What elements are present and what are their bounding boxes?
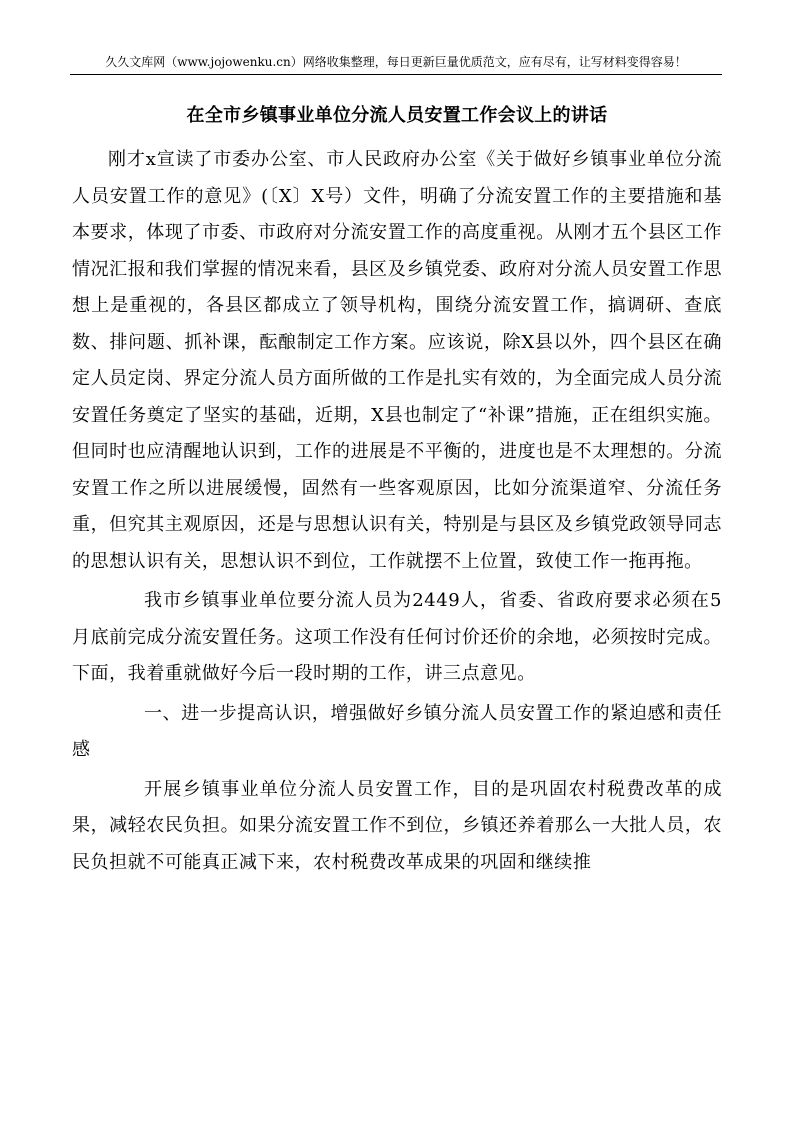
document-body (72, 142, 722, 881)
paragraph-2: 我市乡镇事业单位要分流人员为2449人，省委、省政府要求必须在5月底前完成分流安置任务。这项工作没有任何讨价还价的余地，必须按时完成。下面，我着重就做好今后一段时期的工作，讲三点意见。 (72, 590, 722, 684)
section-heading-1: 一、进一步提高认识，增强做好乡镇分流人员安置工作的紧迫感和责任感 (72, 702, 722, 760)
page-header: 久久文库网（www.jojowenku.cn）网络收集整理，每日更新巨量优质范文，应有尽有，让写材料变得容易！ (70, 52, 722, 75)
paragraph-3: 开展乡镇事业单位分流人员安置工作，目的是巩固农村税费改革的成果，减轻农民负担。如果分流安置工作不到位，乡镇还养着那么一大批人员，农民负担就不可能真正减下来，农村税费改革成果的巩固和继续推 (72, 778, 722, 873)
document-title: 在全市乡镇事业单位分流人员安置工作会议上的讲话 (186, 105, 608, 126)
paragraph-1: 刚才x宣读了市委办公室、市人民政府办公室《关于做好乡镇事业单位分流人员安置工作的意见》(〔X〕X号）文件，明确了分流安置工作的主要措施和基本要求，体现了市委、市政府对分流安置工作的高度重视。从刚才五个县区工作情况汇报和我们掌握的情况来看，县区及乡镇党委、政府对分流人员安置工作思想上是重视的，各县区都成立了领导机构，围绕分流安置工作，搞调研、查底数、排问题、抓补课，酝酿制定工作方案。应该说，除X县以外，四个县区在确定人员定岗、界定分流人员方面所做的工作是扎实有效的，为全面完成人员分流安置任务奠定了坚实的基础，近期，X县也制定了“补课”措施，正在组织实施。但同时也应清醒地认识到，工作的进展是不平衡的，进度也是不太理想的。分流安置工作之所以进展缓慢，固然有一些客观原因，比如分流渠道窄、分流任务重，但究其主观原因，还是与思想认识有关，特别是与县区及乡镇党政领导同志的思想认识有关，思想认识不到位，工作就摆不上位置，致使工作一拖再拖。 (72, 149, 722, 572)
